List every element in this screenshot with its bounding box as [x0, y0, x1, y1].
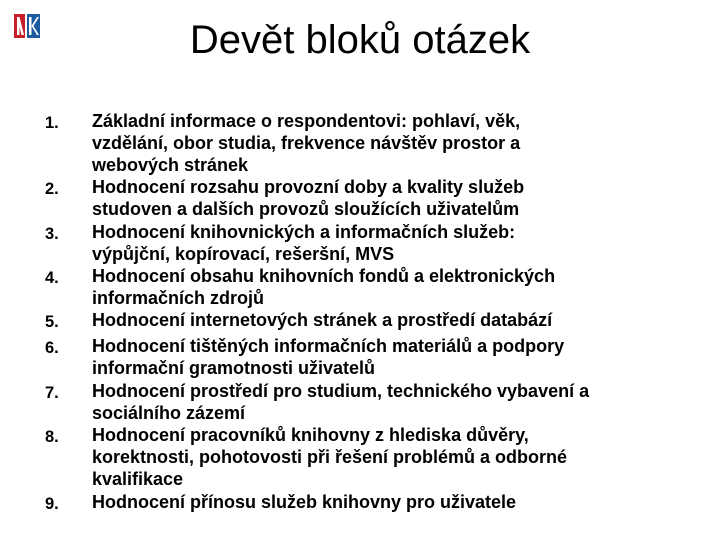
item-text: [92, 335, 692, 379]
item-text-line: informačních zdrojů: [92, 288, 265, 308]
item-number: 1.: [45, 114, 59, 132]
item-text-line: Hodnocení rozsahu provozní doby a kvality služeb: [92, 177, 525, 197]
item-text: [92, 176, 692, 220]
item-number: 8.: [45, 428, 59, 446]
item-text-line: korektnosti, pohotovosti při řešení problémů a odborné: [92, 447, 568, 467]
item-number: 6.: [45, 339, 59, 357]
item-text-line: Základní informace o respondentovi: pohlaví, věk,: [92, 111, 521, 131]
item-text-line: Hodnocení pracovníků knihovny z hlediska důvěry,: [92, 425, 529, 445]
item-text-line: Hodnocení internetových stránek a prostředí databází: [92, 310, 553, 330]
item-number: 5.: [45, 313, 59, 331]
item-text-line: výpůjční, kopírovací, rešeršní, MVS: [92, 244, 395, 264]
item-text-line: kvalifikace: [92, 469, 184, 489]
item-text-line: Hodnocení obsahu knihovních fondů a elektronických: [92, 266, 556, 286]
item-text: [92, 309, 692, 331]
item-text-line: studoven a dalších provozů sloužících uživatelům: [92, 199, 520, 219]
item-text-line: Hodnocení prostředí pro studium, technického vybavení a: [92, 381, 590, 401]
item-text-line: Hodnocení knihovnických a informačních služeb:: [92, 222, 516, 242]
item-text-line: sociálního zázemí: [92, 403, 246, 423]
item-text: [92, 265, 692, 309]
item-text-line: webových stránek: [92, 155, 249, 175]
item-text: [92, 221, 692, 265]
item-number: 3.: [45, 225, 59, 243]
item-text: [92, 491, 692, 513]
item-text: [92, 380, 692, 424]
item-text-line: Hodnocení tištěných informačních materiálů a podpory: [92, 336, 565, 356]
item-text-line: vzdělání, obor studia, frekvence návštěv prostor a: [92, 133, 521, 153]
item-text: [92, 110, 692, 176]
item-number: 7.: [45, 384, 59, 402]
page-title: Devět bloků otázek: [189, 18, 531, 62]
item-number: 2.: [45, 180, 59, 198]
item-number: 4.: [45, 269, 59, 287]
item-text-line: informační gramotnosti uživatelů: [92, 358, 376, 378]
item-number: 9.: [45, 495, 59, 513]
item-text: [92, 424, 692, 490]
item-text-line: Hodnocení přínosu služeb knihovny pro uživatele: [92, 492, 517, 512]
